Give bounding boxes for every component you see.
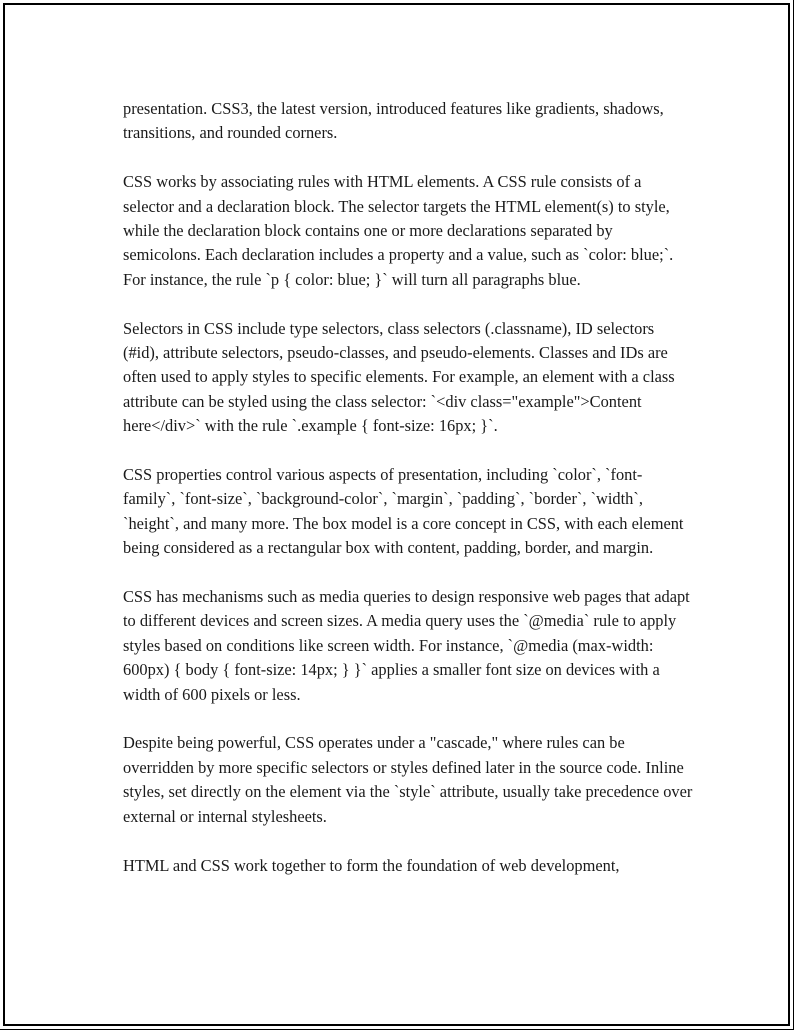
paragraph-1: presentation. CSS3, the latest version, introduced features like gradients, shadows, transitions, and rounded corners. bbox=[123, 99, 664, 143]
paragraph-4: CSS properties control various aspects of presentation, including `color`, `font-family`, `font-size`, `background-color`, `margin`, `padding`, `border`, `width`, `height`, and many more. The box model is a core concept in CSS, with each element being considered as a rectangular box with content, padding, border, and margin. bbox=[123, 465, 684, 558]
paragraph-2: CSS works by associating rules with HTML elements. A CSS rule consists of a selector and a declaration block. The selector targets the HTML element(s) to style, while the declaration block contains one or more declarations separated by semicolons. Each declaration includes a property and a value, such as `color: blue;`. For instance, the rule `p { color: blue; }` will turn all paragraphs blue. bbox=[123, 172, 674, 289]
paragraph-6: Despite being powerful, CSS operates under a "cascade," where rules can be overridden by more specific selectors or styles defined later in the source code. Inline styles, set directly on the element via the `style` attribute, usually take precedence over external or internal stylesheets. bbox=[123, 733, 693, 826]
paragraph-7: HTML and CSS work together to form the foundation of web development, bbox=[123, 855, 620, 875]
paragraph-3: Selectors in CSS include type selectors, class selectors (.classname), ID selectors (#id), attribute selectors, pseudo-classes, and pseudo-elements. Classes and IDs are often used to apply styles to specific elements. For example, an element with a class attribute can be styled using the class selector: `<div class="example">Content here</div>` with the rule `.example { font-size: 16px; }`. bbox=[123, 318, 675, 436]
document-body bbox=[123, 97, 693, 902]
page-frame bbox=[3, 3, 790, 1026]
paragraph-5: CSS has mechanisms such as media queries to design responsive web pages that adapt to different devices and screen sizes. A media query uses the `@media` rule to apply styles based on conditions like screen width. For instance, `@media (max-width: 600px) { body { font-size: 14px; } }` applies a smaller font size on devices with a width of 600 pixels or less. bbox=[123, 587, 690, 704]
